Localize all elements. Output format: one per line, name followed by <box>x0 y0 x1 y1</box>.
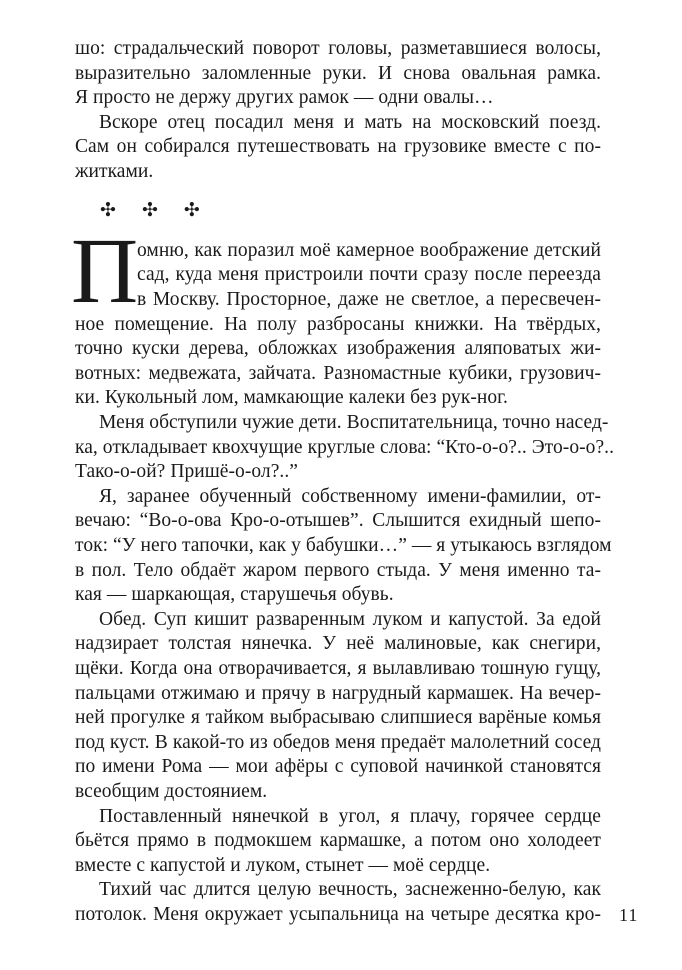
text-line: всеобщим достоянием. <box>75 780 268 802</box>
text-line: ки. Кукольный лом, мамкающие калеки без рук-ног. <box>75 387 508 409</box>
text-line: бьётся прямо в подмокшем кармашке, а потом оно холодеет <box>75 830 601 852</box>
text-line: потолок. Меня окружает усыпальница на четыре десятка кро- <box>75 903 601 925</box>
text-line: Поставленный нянечкой в угол, я плачу, горячее сердце <box>99 805 601 827</box>
text-line: ней прогулке я тайком выбрасываю слипшиеся варёные комья <box>75 707 601 729</box>
text-line: точно куски дерева, обложках изображения аляповатых жи- <box>75 338 601 360</box>
text-line: в Москву. Просторное, даже не светлое, а пересвечен- <box>137 288 601 310</box>
text-line: Тихий час длится целую вечность, заснеженно-белую, как <box>99 879 601 901</box>
text-line: Я, заранее обученный собственному имени-фамилии, от- <box>99 485 601 507</box>
text-line: шо: страдальческий поворот головы, разметавшиеся волосы, <box>75 38 601 59</box>
text-line: Сам он собирался путешествовать на грузовике вместе с по- <box>75 136 601 158</box>
text-line: житками. <box>75 161 154 182</box>
text-line: в пол. Тело обдаёт жаром первого стыда. У меня именно та- <box>75 559 601 581</box>
text-line: выразительно заломленные руки. И снова овальная рамка. <box>75 62 601 84</box>
text-line: сад, куда меня пристроили почти сразу после переезда <box>137 264 601 286</box>
text-line: вотных: медвежата, зайчата. Разномастные кубики, грузович- <box>75 362 601 384</box>
drop-cap: П <box>71 219 139 323</box>
text-line: вместе с капустой и луком, стынет — моё сердце. <box>75 854 491 876</box>
text-line: по имени Рома — мои афёры с суповой начинкой становятся <box>75 756 601 778</box>
text-line: кая — шаркающая, старушечья обувь. <box>75 584 394 606</box>
text-line: омню, как поразил моё камерное воображение детский <box>137 239 601 261</box>
text-line: Меня обступили чужие дети. Воспитательница, точно насед- <box>99 411 609 433</box>
text-line: ток: “У него тапочки, как у бабушки…” — я утыкаюсь взглядом <box>75 534 612 556</box>
page-number: 11 <box>619 904 639 925</box>
text-line: щёки. Когда она отворачивается, я вылавливаю тошную гущу, <box>75 657 601 679</box>
text-line: Тако-о-ой? Пришё-о-ол?..” <box>75 461 298 483</box>
text-line: под куст. В какой-то из обедов меня предаёт малолетний сосед <box>75 731 601 753</box>
text-line: Обед. Суп кишит разваренным луком и капустой. За едой <box>99 608 601 630</box>
text-line: вечаю: “Во-о-ова Кро-о-отышев”. Слышится ехидный шепо- <box>75 510 601 532</box>
text-line: Вскоре отец посадил меня и мать на московский поезд. <box>99 111 601 133</box>
text-line: ка, откладывает квохчущие круглые слова: “Кто-о-о?.. Это-о-о?.. <box>75 436 615 458</box>
text-line: надзирает толстая нянечка. У неё малиновые, как снегири, <box>75 633 601 655</box>
text-line: Я просто не держу других рамок — одни овалы… <box>75 87 494 109</box>
text-line: пальцами отжимаю и прячу в нагрудный кармашек. На вечер- <box>75 682 601 704</box>
text-line: ное помещение. На полу разбросаны книжки. На твёрдых, <box>75 313 601 335</box>
section-break-ornament: ✣ ✣ ✣ <box>100 199 210 222</box>
